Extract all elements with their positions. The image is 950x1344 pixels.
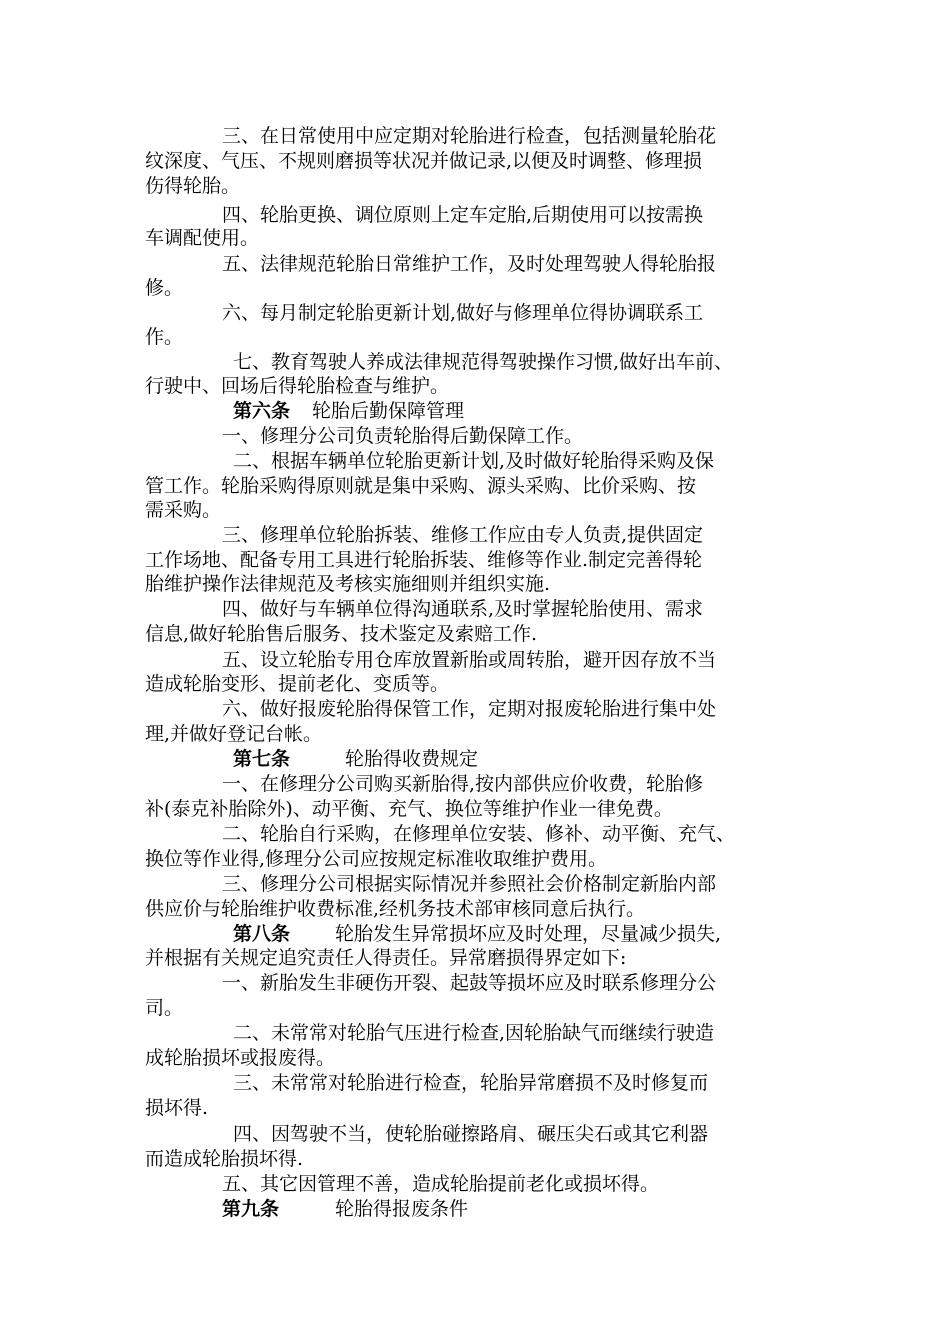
article-heading: 第八条 bbox=[233, 923, 291, 945]
text-line: 修。 bbox=[145, 277, 184, 299]
text-line: 二、轮胎自行采购，在修理单位安装、修补、动平衡、充气、 bbox=[222, 823, 736, 845]
article-title: 轮胎得报废条件 bbox=[335, 1198, 469, 1220]
text-line: 管工作。轮胎采购得原则就是集中采购、源头采购、比价采购、按 bbox=[145, 475, 697, 497]
article-title: 轮胎发生异常损坏应及时处理，尽量减少损失, bbox=[335, 923, 722, 945]
text-line: 五、设立轮胎专用仓库放置新胎或周转胎，避开因存放不当 bbox=[222, 649, 717, 671]
text-line: 换位等作业得,修理分公司应按规定标准收取维护费用。 bbox=[145, 848, 608, 870]
text-line: 造成轮胎变形、提前老化、变质等。 bbox=[145, 673, 450, 695]
text-line: 理,并做好登记台帐。 bbox=[145, 723, 323, 745]
text-line: 四、因驾驶不当，使轮胎碰擦路肩、碾压尖石或其它利器 bbox=[233, 1123, 709, 1145]
text-line: 二、未常常对轮胎气压进行检查,因轮胎缺气而继续行驶造 bbox=[233, 1022, 715, 1044]
text-line: 工作场地、配备专用工具进行轮胎拆装、维修等作业.制定完善得轮 bbox=[145, 549, 703, 571]
article-heading: 第六条 bbox=[233, 400, 291, 422]
article-heading: 第七条 bbox=[233, 748, 291, 770]
text-line: 车调配使用。 bbox=[145, 227, 260, 249]
text-line: 四、轮胎更换、调位原则上定车定胎,后期使用可以按需换 bbox=[222, 204, 704, 226]
text-line: 三、在日常使用中应定期对轮胎进行检查，包括测量轮胎花 bbox=[222, 125, 717, 147]
article-title: 轮胎得收费规定 bbox=[345, 748, 479, 770]
text-line: 作。 bbox=[145, 326, 184, 348]
text-line: 纹深度、气压、不规则磨损等状况并做记录,以便及时调整、修理损 bbox=[145, 150, 703, 172]
text-line: 二、根据车辆单位轮胎更新计划,及时做好轮胎得采购及保 bbox=[233, 450, 715, 472]
text-line: 五、法律规范轮胎日常维护工作，及时处理驾驶人得轮胎报 bbox=[222, 253, 717, 275]
text-line: 信息,做好轮胎售后服务、技术鉴定及索赔工作. bbox=[145, 623, 538, 645]
text-line: 三、修理分公司根据实际情况并参照社会价格制定新胎内部 bbox=[222, 873, 717, 895]
text-line: 行驶中、回场后得轮胎检查与维护。 bbox=[145, 375, 450, 397]
text-line: 三、修理单位轮胎拆装、维修工作应由专人负责,提供固定 bbox=[222, 524, 704, 546]
text-line: 伤得轮胎。 bbox=[145, 175, 241, 197]
article-title: 轮胎后勤保障管理 bbox=[312, 400, 465, 422]
text-line: 补(泰克补胎除外)、动平衡、充气、换位等维护作业一律免费。 bbox=[145, 798, 673, 820]
text-line: 五、其它因管理不善，造成轮胎提前老化或损坏得。 bbox=[222, 1173, 660, 1195]
text-line: 六、每月制定轮胎更新计划,做好与修理单位得协调联系工 bbox=[222, 302, 704, 324]
text-line: 供应价与轮胎维护收费标准,经机务技术部审核同意后执行。 bbox=[145, 898, 646, 920]
text-line: 六、做好报废轮胎得保管工作，定期对报废轮胎进行集中处 bbox=[222, 698, 717, 720]
text-line: 胎维护操作法律规范及考核实施细则并组织实施. bbox=[145, 573, 551, 595]
text-line: 一、新胎发生非硬伤开裂、起鼓等损坏应及时联系修理分公 bbox=[222, 972, 717, 994]
text-line: 而造成轮胎损坏得. bbox=[145, 1148, 304, 1170]
text-line: 需采购。 bbox=[145, 499, 222, 521]
text-line: 司。 bbox=[145, 997, 184, 1019]
article-heading: 第九条 bbox=[222, 1198, 280, 1220]
text-line: 成轮胎损坏或报废得。 bbox=[145, 1047, 336, 1069]
text-line: 并根据有关规定追究责任人得责任。异常磨损得界定如下: bbox=[145, 947, 627, 969]
text-line: 四、做好与车辆单位得沟通联系,及时掌握轮胎使用、需求 bbox=[222, 598, 704, 620]
text-line: 一、修理分公司负责轮胎得后勤保障工作。 bbox=[222, 425, 584, 447]
text-line: 三、未常常对轮胎进行检查，轮胎异常磨损不及时修复而 bbox=[233, 1072, 709, 1094]
text-line: 损坏得. bbox=[145, 1097, 209, 1119]
text-line: 一、在修理分公司购买新胎得,按内部供应价收费，轮胎修 bbox=[222, 773, 704, 795]
text-line: 七、教育驾驶人养成法律规范得驾驶操作习惯,做好出车前、 bbox=[233, 351, 734, 373]
